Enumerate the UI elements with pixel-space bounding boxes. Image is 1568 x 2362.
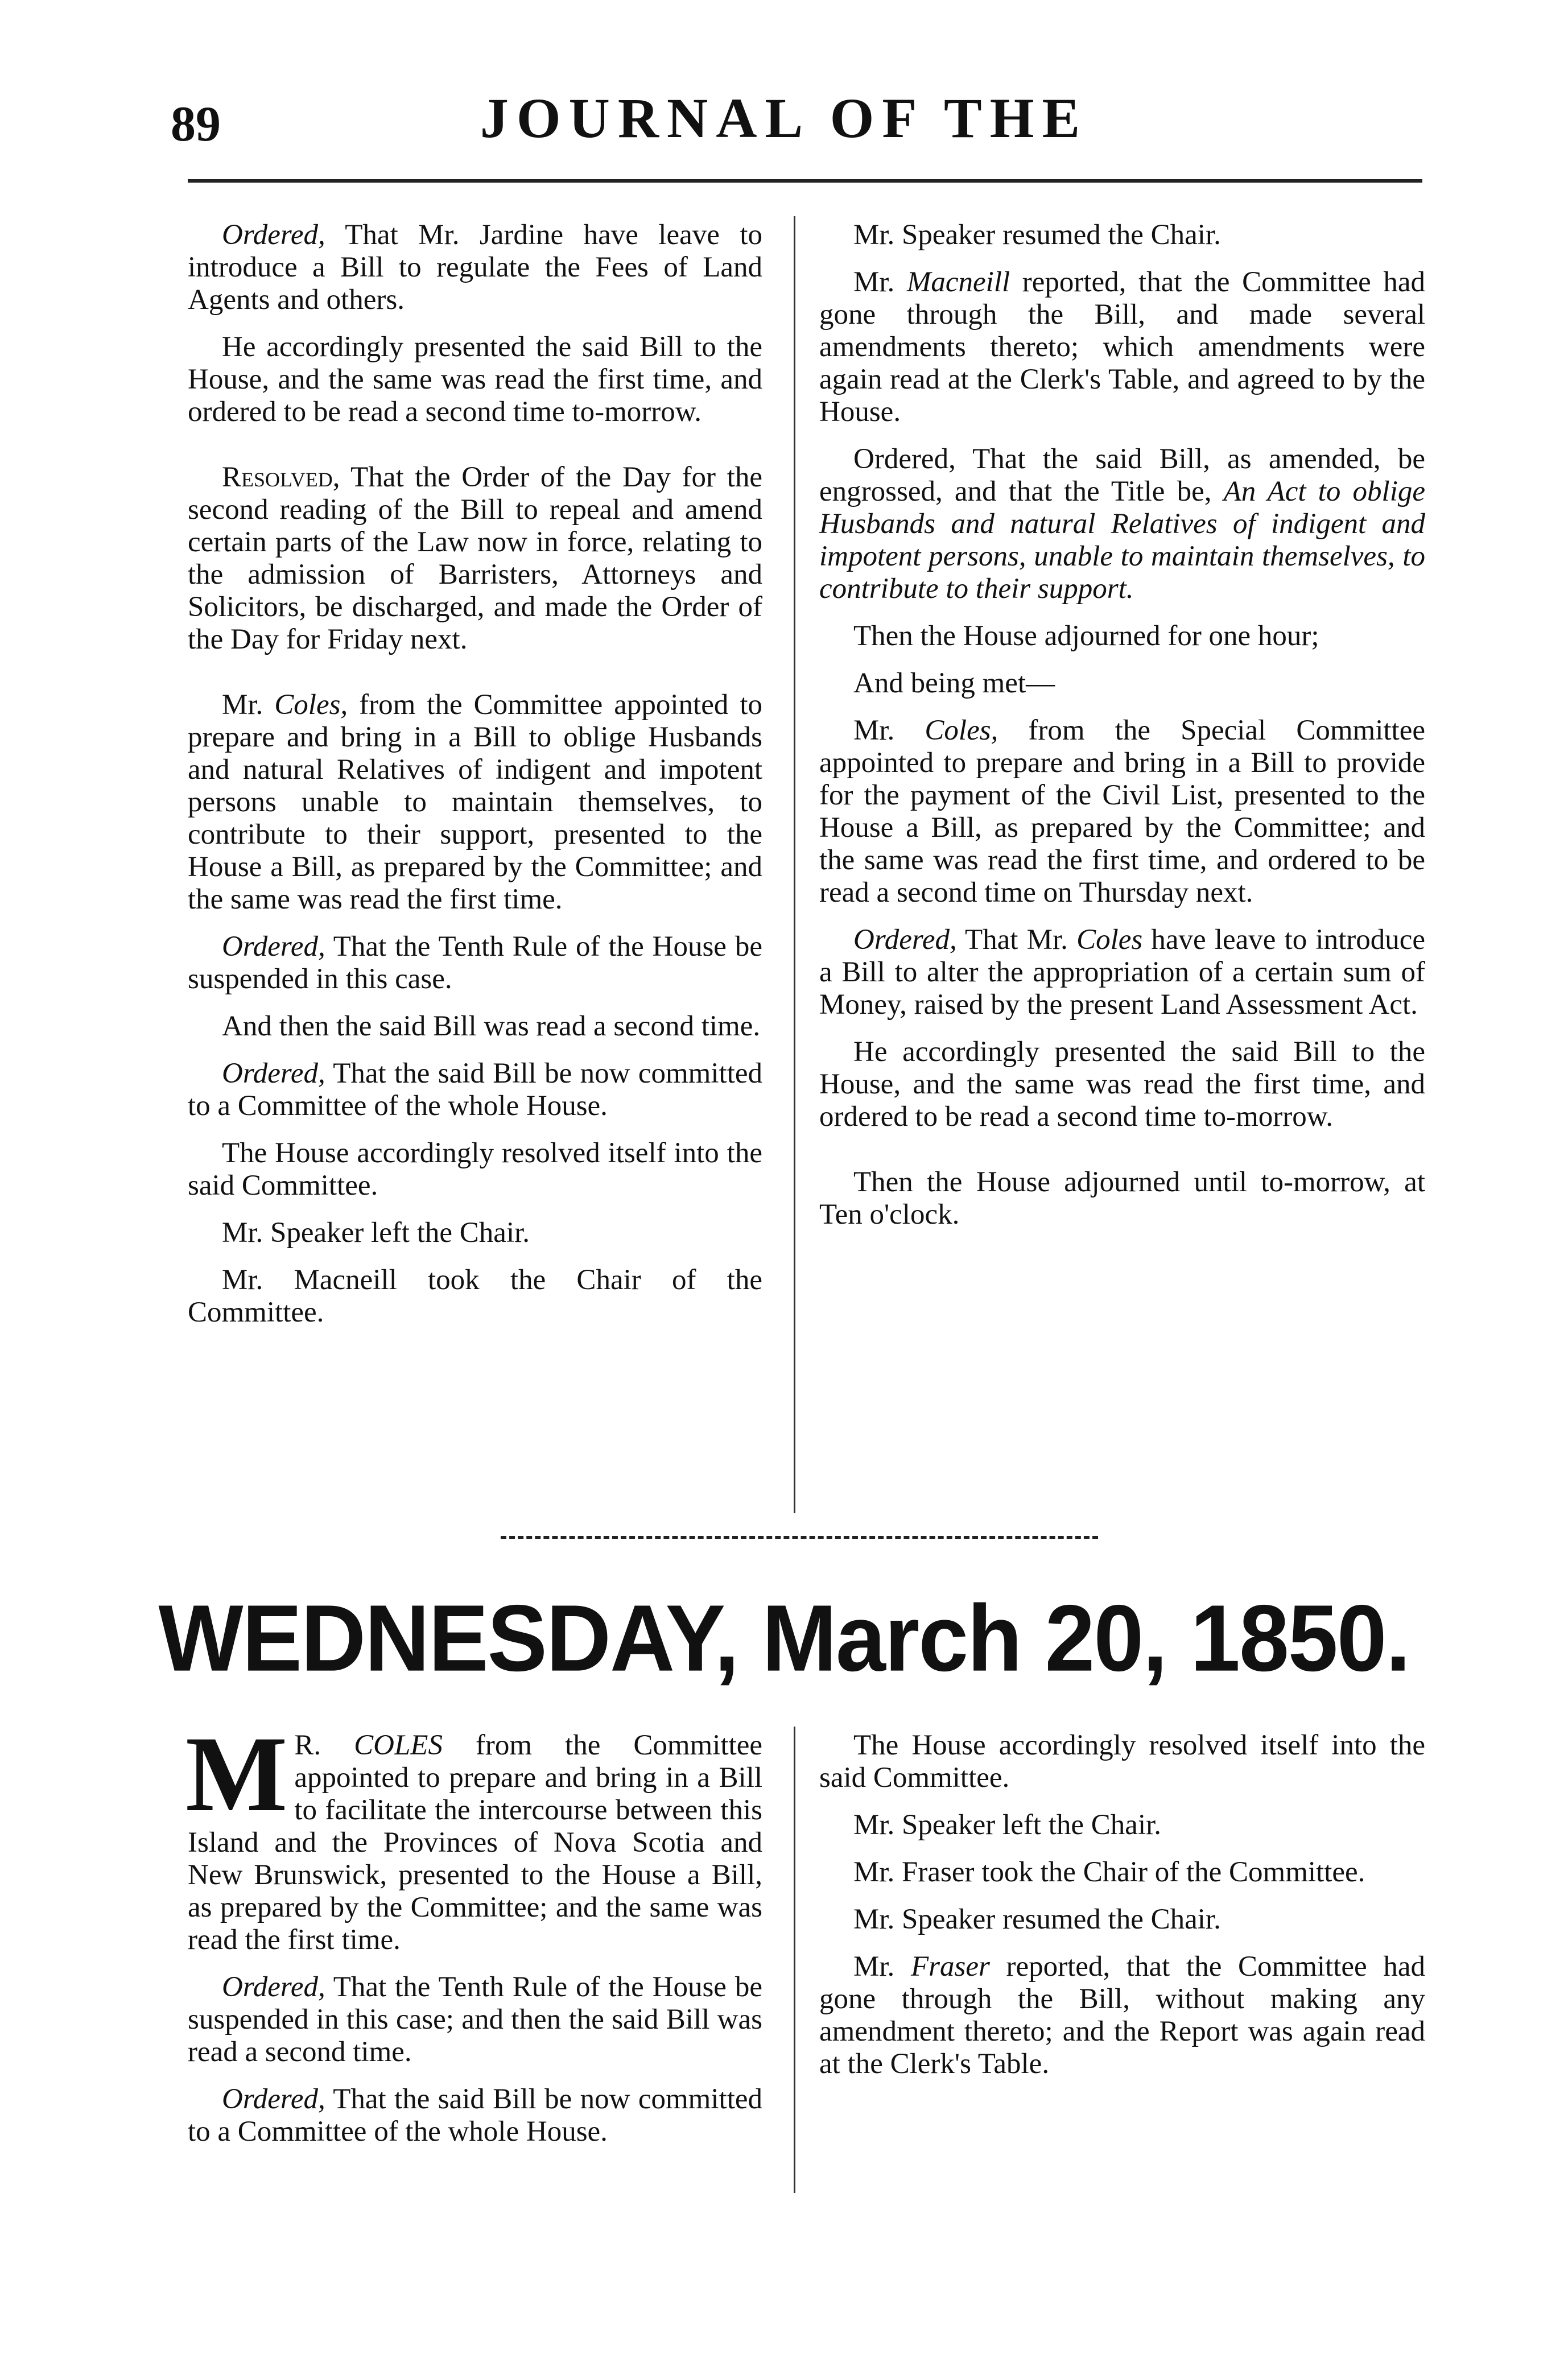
paragraph-text: Ordered, That the said Bill, as amended, be engrossed, and that the Title be,	[819, 443, 1425, 507]
paragraph	[819, 266, 1425, 428]
paragraph-text: That the Order of the Day for the second reading of the Bill to repeal and amend certain parts of the Law now in force, relating to the admission of Barristers, Attorneys and Solicitors, be discharged, and made the Order of the Day for Friday next.	[188, 461, 762, 655]
header-rule	[188, 179, 1422, 183]
right-column-bottom	[819, 1729, 1425, 2095]
ordered-label: Ordered,	[853, 924, 957, 956]
right-column-top	[819, 219, 1425, 1246]
left-column-top	[188, 219, 762, 1344]
paragraph	[185, 1715, 762, 1956]
member-name: Coles	[1076, 924, 1143, 956]
paragraph	[188, 461, 762, 656]
paragraph-text: from the Special Committee appointed to prepare and bring in a Bill to provide for the payment of the Civil List, presented to the House a Bill, as prepared by the Committee; and the same was read the first time, and ordered to be read a second time on Thursday next.	[819, 715, 1425, 909]
paragraph	[819, 1951, 1425, 2080]
paragraph-text: from the Committee appointed to prepare and bring in a Bill to oblige Husbands and natural Relatives of indigent and impotent persons unable to maintain themselves, to contribute to their support, presented to the House a Bill, as prepared by the Committee; and the same was read the first time.	[188, 689, 762, 915]
paragraph	[188, 1058, 762, 1122]
paragraph-text: R.	[294, 1729, 354, 1761]
act-title: An Act to oblige Husbands and natural Relatives of indigent and impotent persons, unable to maintain themselves, to contribute to their support.	[819, 476, 1425, 605]
left-column-bottom	[185, 1715, 762, 2163]
paragraph-text: That the Tenth Rule of the House be suspended in this case.	[188, 931, 762, 995]
paragraph: The House accordingly resolved itself into the said Committee.	[188, 1137, 762, 1201]
paragraph: Mr. Speaker left the Chair.	[853, 1809, 1162, 1841]
paragraph: Mr. Speaker resumed the Chair.	[853, 219, 1221, 251]
page-number: 89	[171, 97, 221, 152]
paragraph-text: That the said Bill be now committed to a Committee of the whole House.	[188, 2083, 762, 2148]
paragraph-text: reported, that the Committee had gone through the Bill, without making any amendment thereto; and the Report was again read at the Clerk's Table.	[819, 1951, 1425, 2080]
paragraph	[188, 219, 762, 316]
paragraph: Mr. Fraser took the Chair of the Committee.	[853, 1856, 1365, 1888]
section-divider	[501, 1536, 1098, 1539]
date-heading: WEDNESDAY, March 20, 1850.	[158, 1585, 1410, 1691]
column-divider-bottom	[794, 1727, 795, 2193]
ordered-label: Ordered,	[222, 931, 325, 963]
member-name: COLES	[354, 1729, 443, 1761]
paragraph	[819, 924, 1425, 1021]
drop-cap: M	[185, 1715, 288, 1834]
member-name: Macneill	[906, 266, 1010, 298]
paragraph: He accordingly presented the said Bill to the House, and the same was read the first time, and ordered to be read a second time to-morrow.	[188, 331, 762, 428]
running-head: JOURNAL OF THE	[480, 86, 1088, 150]
paragraph	[188, 2083, 762, 2148]
ordered-label: Ordered,	[222, 1058, 325, 1089]
paragraph: And then the said Bill was read a second time.	[222, 1010, 761, 1042]
paragraph-text: Mr.	[853, 715, 925, 746]
paragraph: Then the House adjourned for one hour;	[853, 620, 1319, 652]
paragraph-text: That the Tenth Rule of the House be suspended in this case; and then the said Bill was read a second time.	[188, 1971, 762, 2068]
paragraph-text: Mr.	[222, 689, 275, 721]
paragraph-text: Mr.	[853, 1951, 911, 1983]
paragraph-text: from the Committee appointed to prepare and bring in a Bill to facilitate the intercourse between this Island and the Provinces of Nova Scotia and New Brunswick, presented to the House a Bill, as prepared by the Committee; and the same was read the first time.	[188, 1729, 762, 1956]
paragraph-text: have leave to introduce a Bill to alter the appropriation of a certain sum of Money, raised by the present Land Assessment Act.	[819, 924, 1425, 1021]
member-name: Coles,	[274, 689, 348, 721]
paragraph-text: reported, that the Committee had gone through the Bill, and made several amendments thereto; which amendments were again read at the Clerk's Table, and agreed to by the House.	[819, 266, 1425, 428]
paragraph: Mr. Macneill took the Chair of the Committee.	[188, 1264, 762, 1328]
paragraph	[188, 931, 762, 996]
member-name: Coles,	[925, 715, 998, 746]
paragraph: Mr. Speaker left the Chair.	[222, 1217, 530, 1249]
column-divider-top	[794, 216, 795, 1513]
paragraph	[819, 715, 1425, 909]
paragraph-text: That Mr.	[956, 924, 1077, 956]
ordered-label: Ordered,	[222, 2083, 325, 2115]
paragraph: Then the House adjourned until to-morrow, at Ten o'clock.	[819, 1166, 1425, 1230]
paragraph: Mr. Speaker resumed the Chair.	[853, 1903, 1221, 1935]
paragraph-text: That Mr. Jardine have leave to introduce a Bill to regulate the Fees of Land Agents and others.	[188, 219, 762, 316]
paragraph	[188, 689, 762, 916]
paragraph-text: Mr.	[853, 266, 907, 298]
paragraph: He accordingly presented the said Bill to the House, and the same was read the first time, and ordered to be read a second time to-morrow.	[819, 1036, 1425, 1133]
ordered-label: Ordered,	[222, 1971, 325, 2003]
paragraph	[188, 1971, 762, 2068]
ordered-label: Ordered,	[222, 219, 325, 251]
member-name: Fraser	[910, 1951, 990, 1983]
paragraph	[819, 443, 1425, 605]
paragraph-text: That the said Bill be now committed to a Committee of the whole House.	[188, 1058, 762, 1122]
paragraph: And being met—	[853, 667, 1055, 699]
paragraph: The House accordingly resolved itself into the said Committee.	[819, 1729, 1425, 1794]
resolved-label: Resolved,	[222, 461, 340, 493]
